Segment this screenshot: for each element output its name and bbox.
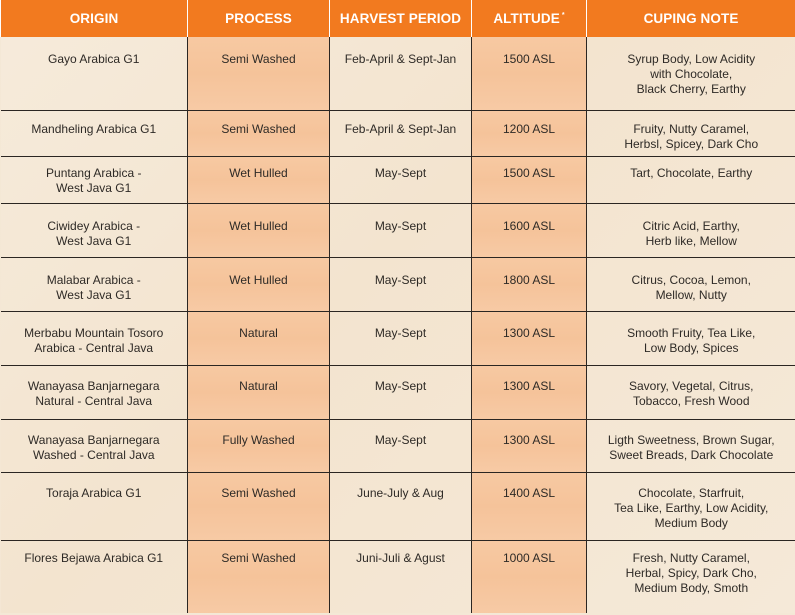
altitude-cell: 1200 ASL	[472, 110, 587, 156]
table-row	[1, 156, 795, 203]
cuping-note-cell: Syrup Body, Low Acidity with Chocolate, Black Cherry, Earthy	[587, 37, 795, 110]
cuping-note-cell: Fruity, Nutty Caramel, Herbsl, Spicey, Dark Cho	[587, 110, 795, 156]
origin-cell: Toraja Arabica G1	[1, 472, 188, 540]
process-cell: Natural	[188, 311, 330, 365]
cuping-note-cell: Tart, Chocolate, Earthy	[587, 156, 795, 203]
harvest-period-cell: May-Sept	[330, 257, 472, 311]
altitude-cell: 1000 ASL	[472, 540, 587, 613]
origin-cell: Wanayasa Banjarnegara Natural - Central Java	[1, 365, 188, 419]
table-header	[1, 0, 795, 37]
altitude-cell: 1400 ASL	[472, 472, 587, 540]
altitude-cell: 1600 ASL	[472, 203, 587, 257]
harvest-period-cell: May-Sept	[330, 365, 472, 419]
cuping-note-cell: Ligth Sweetness, Brown Sugar, Sweet Breads, Dark Chocolate	[587, 419, 795, 472]
header-row	[1, 0, 795, 37]
table-row	[1, 37, 795, 110]
cuping-note-cell: Smooth Fruity, Tea Like, Low Body, Spices	[587, 311, 795, 365]
table-row	[1, 419, 795, 472]
header-cuping-note: CUPING NOTE	[587, 0, 795, 37]
process-cell: Fully Washed	[188, 419, 330, 472]
table-row	[1, 472, 795, 540]
header-altitude: ALTITUDE *	[472, 0, 587, 37]
process-cell: Semi Washed	[188, 540, 330, 613]
altitude-cell: 1500 ASL	[472, 37, 587, 110]
process-cell: Wet Hulled	[188, 203, 330, 257]
cuping-note-cell: Savory, Vegetal, Citrus, Tobacco, Fresh Wood	[587, 365, 795, 419]
origin-cell: Malabar Arabica - West Java G1	[1, 257, 188, 311]
process-cell: Semi Washed	[188, 110, 330, 156]
header-process: PROCESS	[188, 0, 330, 37]
table-row	[1, 365, 795, 419]
header-origin: ORIGIN	[1, 0, 188, 37]
origin-cell: Mandheling Arabica G1	[1, 110, 188, 156]
header-harvest-period: HARVEST PERIOD	[330, 0, 472, 37]
origin-cell: Ciwidey Arabica - West Java G1	[1, 203, 188, 257]
origin-cell: Merbabu Mountain Tosoro Arabica - Central Java	[1, 311, 188, 365]
cuping-note-cell: Fresh, Nutty Caramel, Herbal, Spicy, Dark Cho, Medium Body, Smoth	[625, 550, 757, 595]
harvest-period-cell: Feb-April & Sept-Jan	[330, 37, 472, 110]
harvest-period-cell: Juni-Juli & Agust	[330, 540, 472, 613]
origin-cell: Wanayasa Banjarnegara Washed - Central Java	[1, 419, 188, 472]
harvest-period-cell: Feb-April & Sept-Jan	[330, 110, 472, 156]
process-cell: Natural	[188, 365, 330, 419]
table-row	[1, 110, 795, 156]
harvest-period-cell: May-Sept	[330, 203, 472, 257]
harvest-period-cell: May-Sept	[330, 156, 472, 203]
origin-cell: Flores Bejawa Arabica G1	[1, 540, 188, 613]
cuping-note-cell: Chocolate, Starfruit, Tea Like, Earthy, Low Acidity, Medium Body	[587, 472, 795, 540]
origin-cell: Puntang Arabica - West Java G1	[1, 156, 188, 203]
table-row	[1, 203, 795, 257]
process-cell: Wet Hulled	[188, 156, 330, 203]
process-cell: Semi Washed	[188, 37, 330, 110]
altitude-cell: 1300 ASL	[472, 419, 587, 472]
table-body	[1, 37, 795, 613]
harvest-period-cell: June-July & Aug	[330, 472, 472, 540]
cuping-note-cell: Citrus, Cocoa, Lemon, Mellow, Nutty	[587, 257, 795, 311]
altitude-cell: 1500 ASL	[472, 156, 587, 203]
table-row	[1, 311, 795, 365]
altitude-cell: 1300 ASL	[472, 311, 587, 365]
cuping-note-cell: Citric Acid, Earthy, Herb like, Mellow	[587, 203, 795, 257]
altitude-cell: 1800 ASL	[472, 257, 587, 311]
process-cell: Wet Hulled	[188, 257, 330, 311]
altitude-footnote-mark: *	[561, 12, 565, 19]
table-row	[1, 540, 795, 613]
harvest-period-cell: May-Sept	[330, 311, 472, 365]
origin-cell: Gayo Arabica G1	[1, 37, 188, 110]
process-cell: Semi Washed	[188, 472, 330, 540]
harvest-period-cell: May-Sept	[330, 419, 472, 472]
altitude-cell: 1300 ASL	[472, 365, 587, 419]
table-row	[1, 257, 795, 311]
